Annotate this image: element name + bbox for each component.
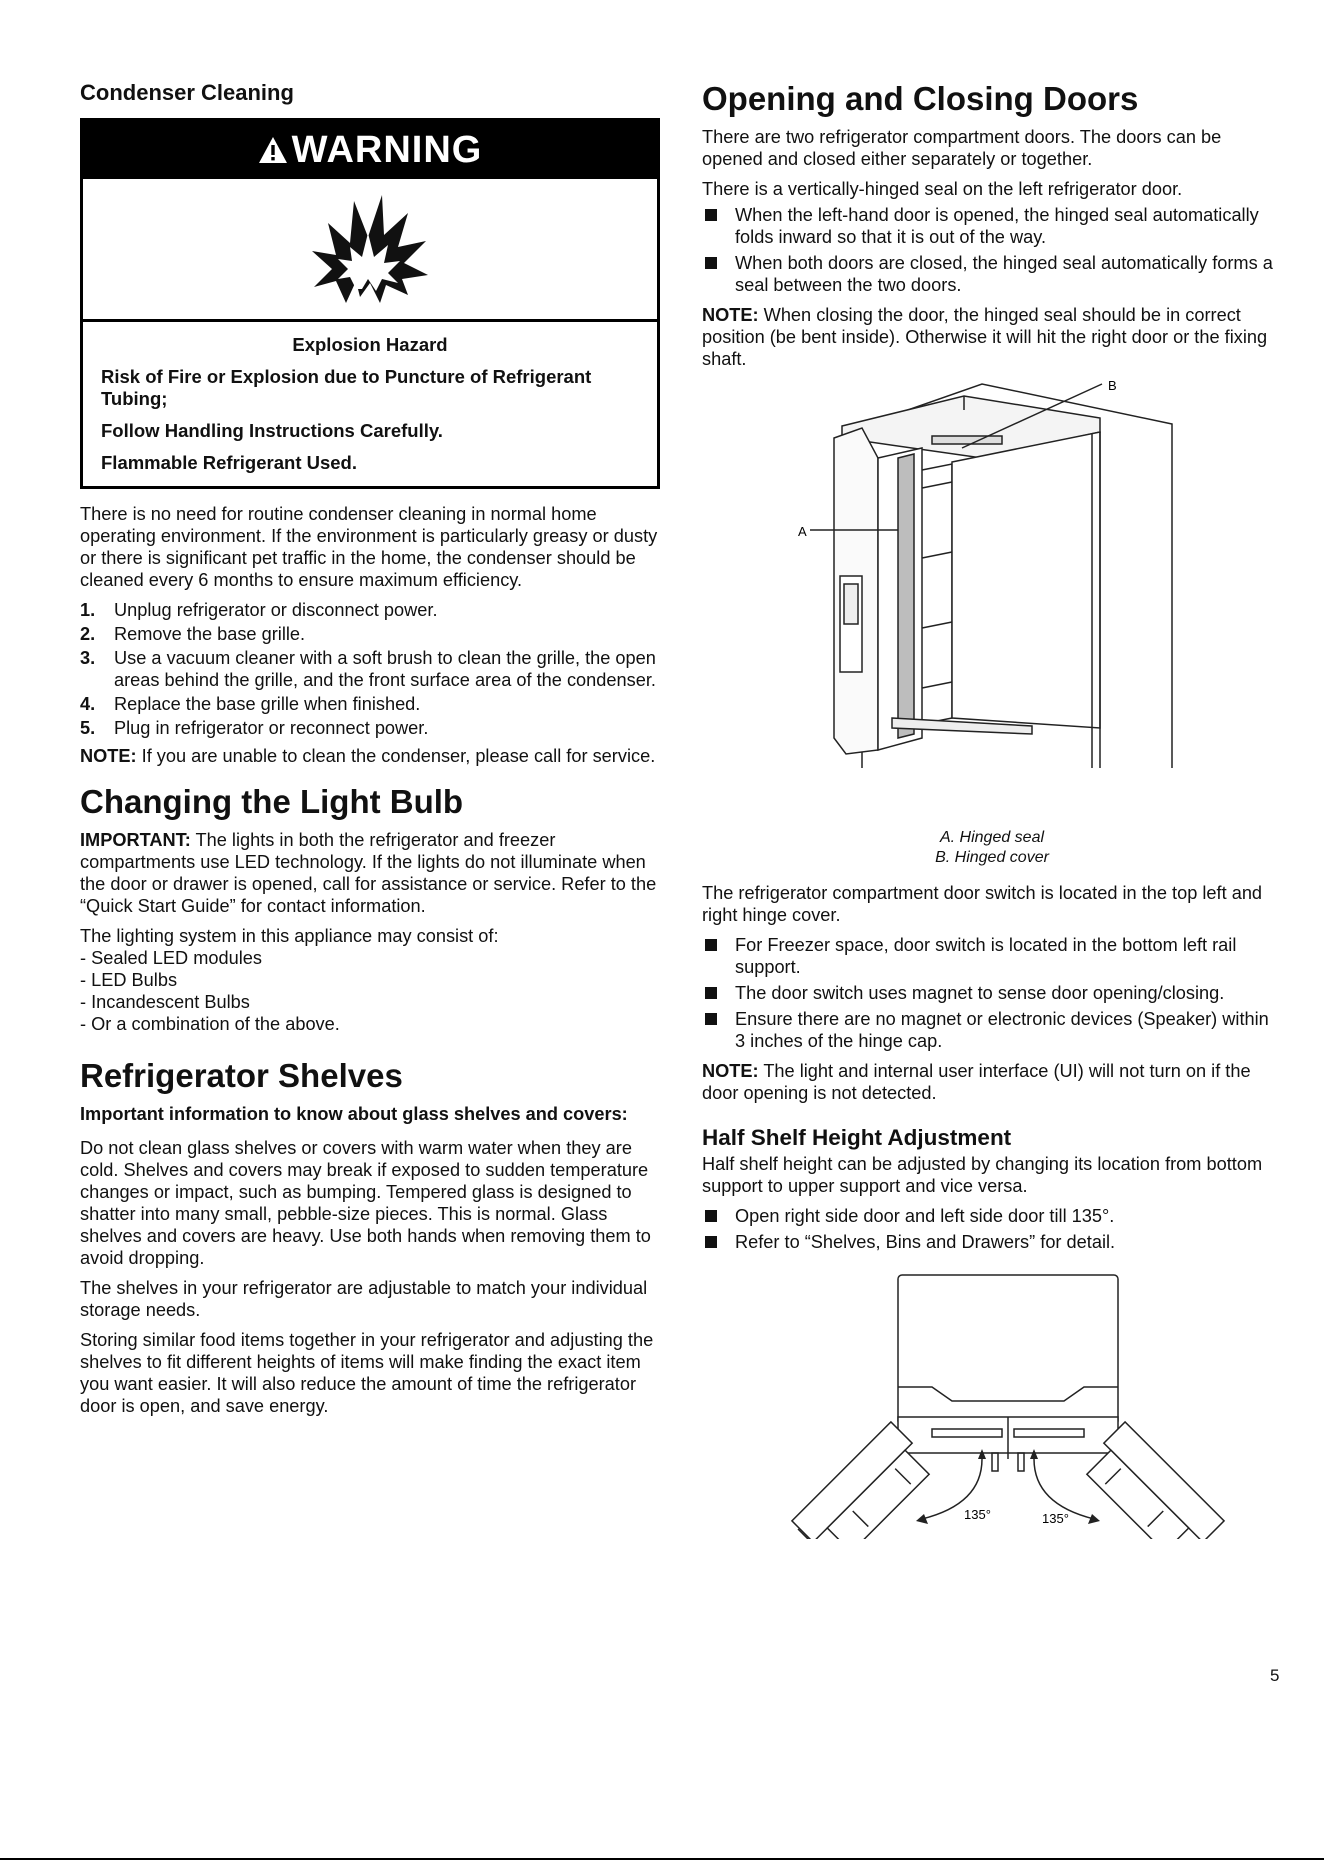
list-item: - Sealed LED modules <box>80 948 262 969</box>
doors-title: Opening and Closing Doors <box>702 80 1139 117</box>
list-item: - Incandescent Bulbs <box>80 992 250 1013</box>
condenser-note: NOTE: If you are unable to clean the condenser, please call for service. <box>80 746 656 767</box>
shelves-paragraph: Do not clean glass shelves or covers with warm water when they are cold. Shelves and covers may break if exposed to sudden temperature changes or impact, such as bumping. Tempered glass is designed to shatter into many small, pebble-size pieces. This is normal. Glass shelves and covers are heavy. Use both hands when removing them to avoid dropping. <box>80 1138 651 1269</box>
page-number: 5 <box>1270 1666 1280 1685</box>
doors-p2: There is a vertically-hinged seal on the left refrigerator door. <box>702 178 1183 199</box>
list-item: 4. Replace the base grille when finished. <box>80 694 421 715</box>
angle-left-label: 135° <box>964 1506 991 1522</box>
list-item: - Or a combination of the above. <box>80 1014 340 1035</box>
list-item: 2. Remove the base grille. <box>80 624 306 645</box>
list-item: Ensure there are no magnet or electronic devices (Speaker) within 3 inches of the hinge cap. <box>702 1008 1282 1052</box>
condenser-title: Condenser Cleaning <box>80 80 294 105</box>
list-item: - LED Bulbs <box>80 970 178 991</box>
figure-caption: A. Hinged seal B. Hinged cover <box>935 828 1049 866</box>
warning-label: WARNING <box>291 128 483 171</box>
explosion-icon-panel <box>83 179 657 322</box>
list-item: When the left-hand door is opened, the hinged seal automatically folds inward so that it is out of the way. <box>702 204 1282 248</box>
door-angle-figure <box>702 1269 1282 1539</box>
list-item: 1. Unplug refrigerator or disconnect power. <box>80 600 438 621</box>
warning-box <box>80 118 660 489</box>
light-important: IMPORTANT: The lights in both the refrigerator and freezer compartments use LED technology. If the lights do not illuminate when the door or drawer is opened, call for assistance or service. Refer to the “Quick Start Guide” for contact information. <box>80 830 657 917</box>
doors-note: NOTE: When closing the door, the hinged seal should be in correct position (be bent inside). Otherwise it will hit the right door or the fixing shaft. <box>702 304 1268 369</box>
list-item: Refer to “Shelves, Bins and Drawers” for detail. <box>702 1231 1282 1253</box>
right-column <box>702 80 1282 1539</box>
warning-line: Flammable Refrigerant Used. <box>101 452 357 474</box>
half-shelf-bullets <box>702 1205 1282 1253</box>
warning-line: Follow Handling Instructions Carefully. <box>101 420 443 442</box>
switch-note: NOTE: The light and internal user interface (UI) will not turn on if the door opening is not detected. <box>702 1060 1251 1103</box>
warning-body <box>83 322 657 486</box>
list-item: Open right side door and left side door till 135°. <box>702 1205 1282 1227</box>
list-item: 3. Use a vacuum cleaner with a soft brush to clean the grille, the open areas behind the grille, and the front surface area of the condenser. <box>80 648 656 691</box>
label-a: A <box>798 523 807 539</box>
label-b: B <box>1108 377 1117 393</box>
light-bulb-title: Changing the Light Bulb <box>80 783 464 821</box>
doors-bullets <box>702 204 1282 296</box>
hazard-title: Explosion Hazard <box>292 334 448 356</box>
list-item: When both doors are closed, the hinged seal automatically forms a seal between the two doors. <box>702 252 1282 296</box>
warning-header <box>83 121 657 179</box>
switch-bullets <box>702 934 1282 1052</box>
list-item: 5. Plug in refrigerator or reconnect power. <box>80 718 429 739</box>
doors-p1: There are two refrigerator compartment doors. The doors can be opened and closed either separately or together. <box>702 126 1222 169</box>
explosion-icon <box>310 193 430 305</box>
shelves-paragraph: Storing similar food items together in your refrigerator and adjusting the shelves to fit different heights of items will make finding the exact item you want easier. It will also reduce the amount of time the refrigerator door is open, and save energy. <box>80 1330 654 1417</box>
switch-text: The refrigerator compartment door switch is located in the top left and right hinge cover. <box>702 882 1263 925</box>
bottom-rule <box>0 1858 1324 1860</box>
warning-line: Risk of Fire or Explosion due to Puncture of Refrigerant Tubing; <box>101 366 592 410</box>
half-shelf-title: Half Shelf Height Adjustment <box>702 1124 1012 1150</box>
list-item: The door switch uses magnet to sense door opening/closing. <box>702 982 1282 1004</box>
condenser-intro: There is no need for routine condenser cleaning in normal home operating environment. If the environment is particularly greasy or dusty or there is significant pet traffic in the home, the condenser should be cleaned every 6 months to ensure maximum efficiency. <box>80 504 658 591</box>
warning-triangle-icon <box>258 136 288 164</box>
shelves-title: Refrigerator Shelves <box>80 1057 403 1095</box>
half-shelf-text: Half shelf height can be adjusted by changing its location from bottom support to upper support and vice versa. <box>702 1153 1263 1196</box>
shelves-subtitle: Important information to know about glass shelves and covers: <box>80 1104 628 1125</box>
angle-right-label: 135° <box>1042 1510 1069 1526</box>
list-item: For Freezer space, door switch is located in the bottom left rail support. <box>702 934 1282 978</box>
condenser-steps <box>80 599 660 739</box>
light-system-intro: The lighting system in this appliance may consist of: <box>80 926 499 947</box>
hinged-seal-figure <box>702 378 1282 808</box>
shelves-paragraph: The shelves in your refrigerator are adjustable to match your individual storage needs. <box>80 1278 648 1321</box>
left-column <box>80 80 660 1425</box>
